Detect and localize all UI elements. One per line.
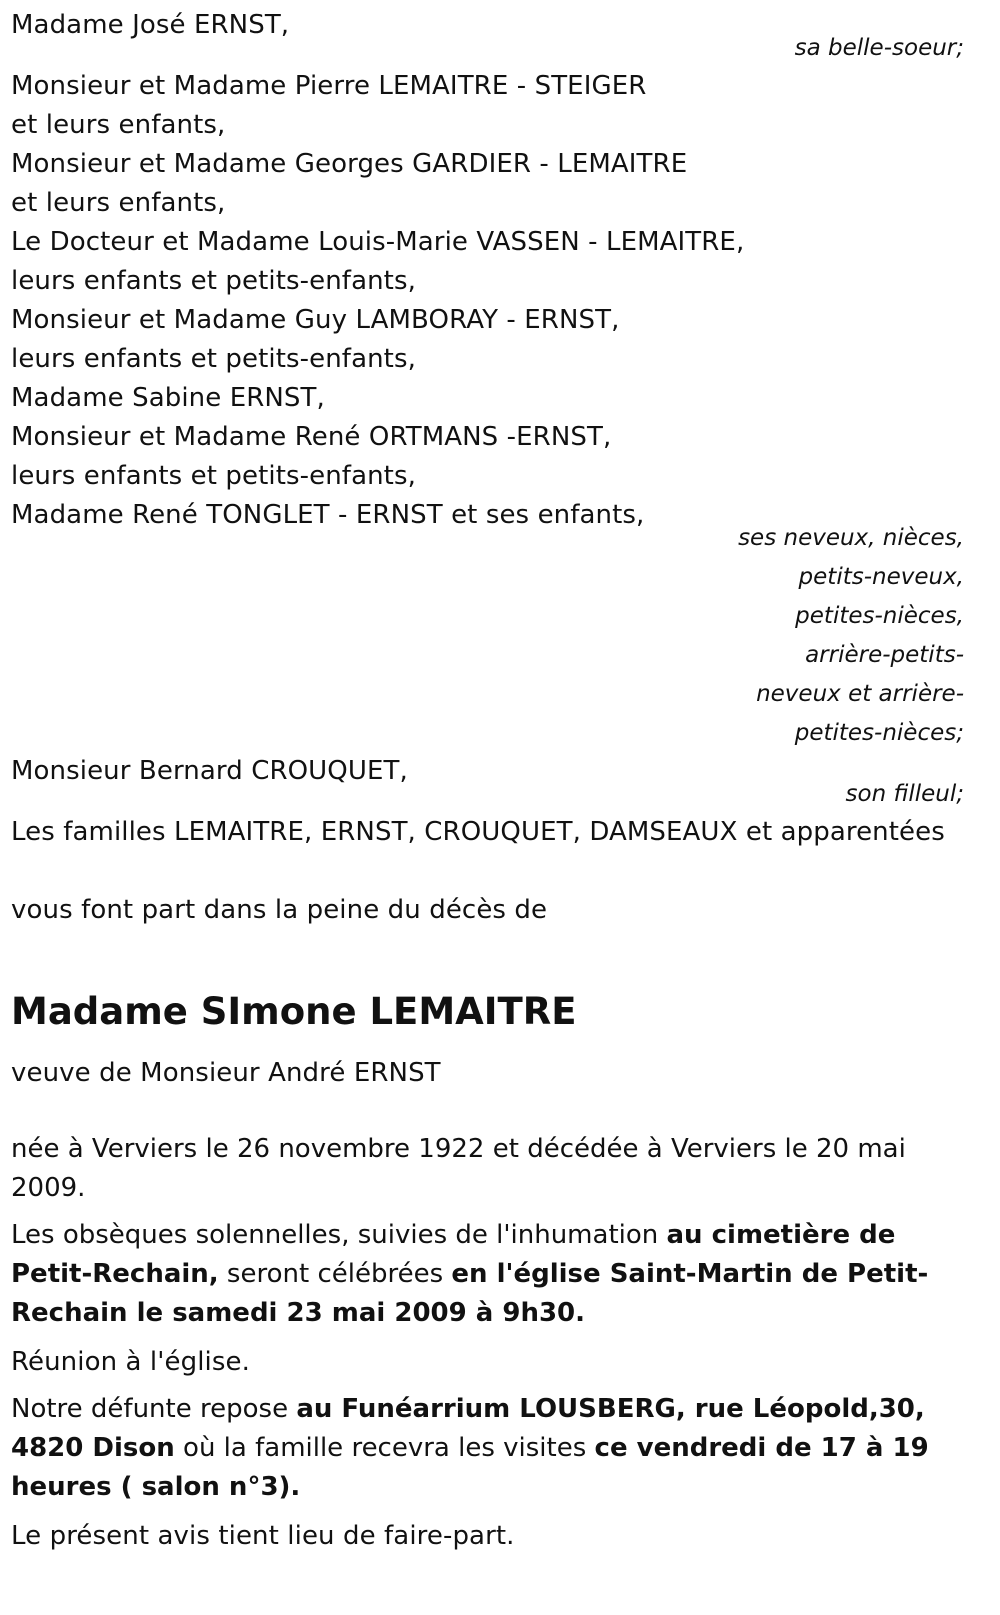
deceased-name: Madame SImone LEMAITRE bbox=[11, 990, 577, 1033]
funeral-paragraph bbox=[11, 1216, 971, 1333]
family-line: et leurs enfants, bbox=[11, 110, 226, 140]
relation-neveux-line: arrière-petits- bbox=[805, 642, 964, 668]
family-line: leurs enfants et petits-enfants, bbox=[11, 344, 416, 374]
rest-paragraph bbox=[11, 1390, 971, 1507]
closing-line: Le présent avis tient lieu de faire-part. bbox=[11, 1521, 515, 1551]
rest-text-2: où la famille recevra les visites bbox=[174, 1433, 595, 1463]
relation-neveux-line: neveux et arrière- bbox=[756, 681, 964, 707]
rest-text-1: Notre défunte repose bbox=[11, 1394, 297, 1424]
relation-neveux-line: ses neveux, nièces, bbox=[738, 525, 964, 551]
rest-funeral-home: au Funéarrium LOUSBERG, rue Léopold,30, 4820 Dison bbox=[11, 1394, 925, 1463]
family-line: Madame José ERNST, bbox=[11, 10, 290, 40]
reunion-line: Réunion à l'église. bbox=[11, 1347, 250, 1377]
family-line: Monsieur et Madame René ORTMANS -ERNST, bbox=[11, 422, 612, 452]
relation-neveux-line: petites-nièces, bbox=[795, 603, 964, 629]
relation-neveux-line: petites-nièces; bbox=[794, 720, 964, 746]
family-line: Madame René TONGLET - ERNST et ses enfants, bbox=[11, 500, 645, 530]
family-line: Monsieur et Madame Georges GARDIER - LEMAITRE bbox=[11, 149, 688, 179]
families-line: Les familles LEMAITRE, ERNST, CROUQUET, DAMSEAUX et apparentées bbox=[11, 817, 945, 847]
funeral-church-date: en l'église Saint-Martin de Petit-Rechain le samedi 23 mai 2009 à 9h30. bbox=[11, 1259, 929, 1328]
funeral-text-1: Les obsèques solennelles, suivies de l'inhumation bbox=[11, 1220, 667, 1250]
rest-visit-time: ce vendredi de 17 à 19 heures ( salon n°3). bbox=[11, 1433, 929, 1502]
godson-line: Monsieur Bernard CROUQUET, bbox=[11, 756, 408, 786]
family-line: leurs enfants et petits-enfants, bbox=[11, 461, 416, 491]
family-line: Monsieur et Madame Pierre LEMAITRE - STEIGER bbox=[11, 71, 647, 101]
funeral-cemetery: au cimetière de Petit-Rechain, bbox=[11, 1220, 896, 1289]
relation-belle-soeur: sa belle-soeur; bbox=[794, 35, 964, 61]
family-line: Monsieur et Madame Guy LAMBORAY - ERNST, bbox=[11, 305, 620, 335]
funeral-text-2: seront célébrées bbox=[218, 1259, 452, 1289]
family-line: leurs enfants et petits-enfants, bbox=[11, 266, 416, 296]
family-line: et leurs enfants, bbox=[11, 188, 226, 218]
birth-death-paragraph: née à Verviers le 26 novembre 1922 et décédée à Verviers le 20 mai 2009. bbox=[11, 1134, 906, 1203]
announcement-line: vous font part dans la peine du décès de bbox=[11, 895, 548, 925]
relation-filleul: son filleul; bbox=[845, 781, 964, 807]
relation-neveux-line: petits-neveux, bbox=[798, 564, 964, 590]
family-line: Le Docteur et Madame Louis-Marie VASSEN - LEMAITRE, bbox=[11, 227, 745, 257]
widow-of-line: veuve de Monsieur André ERNST bbox=[11, 1058, 441, 1088]
family-line: Madame Sabine ERNST, bbox=[11, 383, 325, 413]
